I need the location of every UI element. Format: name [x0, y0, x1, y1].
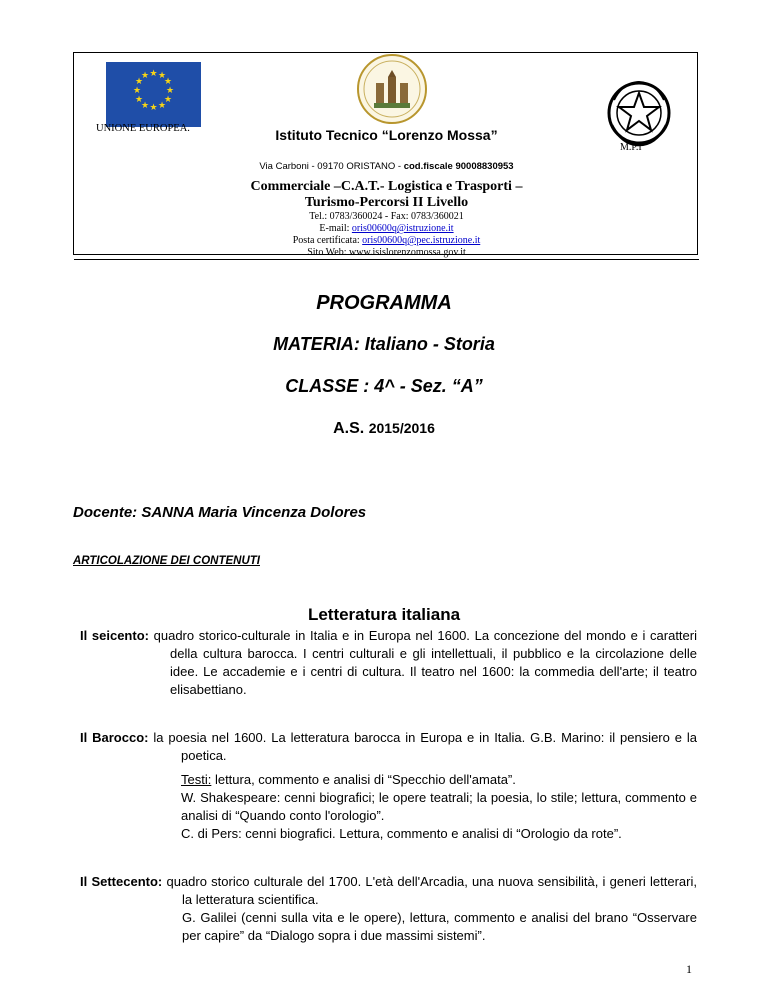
school-logo-icon	[356, 53, 428, 125]
testi-line-1: Testi: lettura, commento e analisi di “Specchio dell'amata”.	[181, 772, 516, 787]
class-title: CLASSE : 4^ - Sez. “A”	[285, 376, 483, 396]
website: Sito Web: www.isislorenzomossa.gov.it	[74, 247, 699, 260]
svg-text:★: ★	[140, 71, 150, 81]
phone-fax: Tel.: 0783/360024 - Fax: 0783/360021	[309, 211, 464, 222]
svg-text:★: ★	[157, 71, 167, 81]
seicento-paragraph	[80, 627, 697, 699]
fiscal-code: cod.fiscale 90008830953	[403, 161, 514, 172]
svg-text:★: ★	[157, 101, 167, 111]
address-line	[74, 161, 699, 172]
section-title: Letteratura italiana	[307, 605, 461, 624]
mpi-caption: M.P.I	[620, 142, 642, 153]
address: Via Carboni - 09170 ORISTANO -	[259, 161, 404, 172]
seicento-text: quadro storico-culturale in Italia e in Europa nel 1600. La concezione del mondo e i caratteri della cultura barocca. I centri culturali e gli intellettuali, il pubblico e la circolazione delle idee. Le accademie e i centri di cultura. Il teatro nel 1600: la commedia dell'arte; il teatro elisabettiano.	[148, 628, 697, 697]
page-number: 1	[686, 962, 692, 976]
svg-text:★: ★	[149, 69, 158, 79]
svg-text:★: ★	[134, 77, 144, 87]
teacher-name: Docente: SANNA Maria Vincenza Dolores	[73, 504, 367, 521]
school-year-value: 2015/2016	[368, 420, 435, 436]
settecento-paragraph	[80, 873, 697, 909]
svg-text:★: ★	[163, 95, 173, 105]
eu-flag-icon	[106, 62, 201, 127]
pec-link[interactable]: oris00600q@pec.istruzione.it	[362, 235, 481, 246]
courses-line-2: Turismo-Percorsi II Livello	[304, 195, 469, 210]
document-title: PROGRAMMA	[316, 292, 452, 314]
settecento-galilei: G. Galilei (cenni sulla vita e le opere), lettura, commento e analisi del brano “Osservare per capire” da “Dialogo sopra i due massimi sistemi”.	[182, 910, 697, 943]
barocco-paragraph	[80, 729, 697, 765]
svg-text:★: ★	[134, 95, 144, 105]
testi-paragraph	[181, 771, 697, 843]
svg-text:★: ★	[140, 101, 150, 111]
svg-text:★: ★	[165, 86, 175, 96]
svg-text:★: ★	[132, 86, 142, 96]
contents-heading: ARTICOLAZIONE DEI CONTENUTI	[73, 555, 260, 567]
email-link[interactable]: oris00600q@istruzione.it	[351, 223, 454, 234]
contacts	[74, 211, 699, 260]
school-year	[0, 420, 768, 438]
letterhead	[73, 52, 698, 258]
svg-text:★: ★	[163, 77, 173, 87]
barocco-label: Il Barocco:	[80, 730, 149, 745]
barocco-text: la poesia nel 1600. La letteratura barocca in Europa e in Italia. G.B. Marino: il pensiero e la poetica.	[148, 730, 697, 763]
subject-title: MATERIA: Italiano - Storia	[273, 334, 495, 354]
institute-name: Istituto Tecnico “Lorenzo Mossa”	[275, 127, 498, 143]
testi-line-2: W. Shakespeare: cenni biografici; le opere teatrali; la poesia, lo stile; lettura, commento e analisi di “Quando conto l'orologio”.	[181, 790, 697, 823]
eu-caption: UNIONE EUROPEA.	[96, 123, 190, 134]
settecento-label: Il Settecento:	[80, 874, 163, 889]
settecento-text: quadro storico culturale del 1700. L'età dell'Arcadia, una nuova sensibilità, i generi letterari, la letteratura scientifica.	[162, 874, 697, 907]
email-line: E-mail: oris00600q@istruzione.it	[319, 223, 454, 234]
svg-text:★: ★	[149, 103, 158, 113]
school-year-label: A.S.	[333, 420, 369, 437]
pec-line: Posta certificata: oris00600q@pec.istruzione.it	[292, 235, 481, 246]
testi-label: Testi:	[181, 772, 212, 787]
seicento-label: Il seicento:	[80, 628, 149, 643]
testi-line-3: C. di Pers: cenni biografici. Lettura, commento e analisi di “Orologio da rote”.	[181, 826, 622, 841]
courses	[74, 179, 699, 211]
courses-line-1: Commerciale –C.A.T.- Logistica e Trasporti –	[250, 179, 523, 194]
